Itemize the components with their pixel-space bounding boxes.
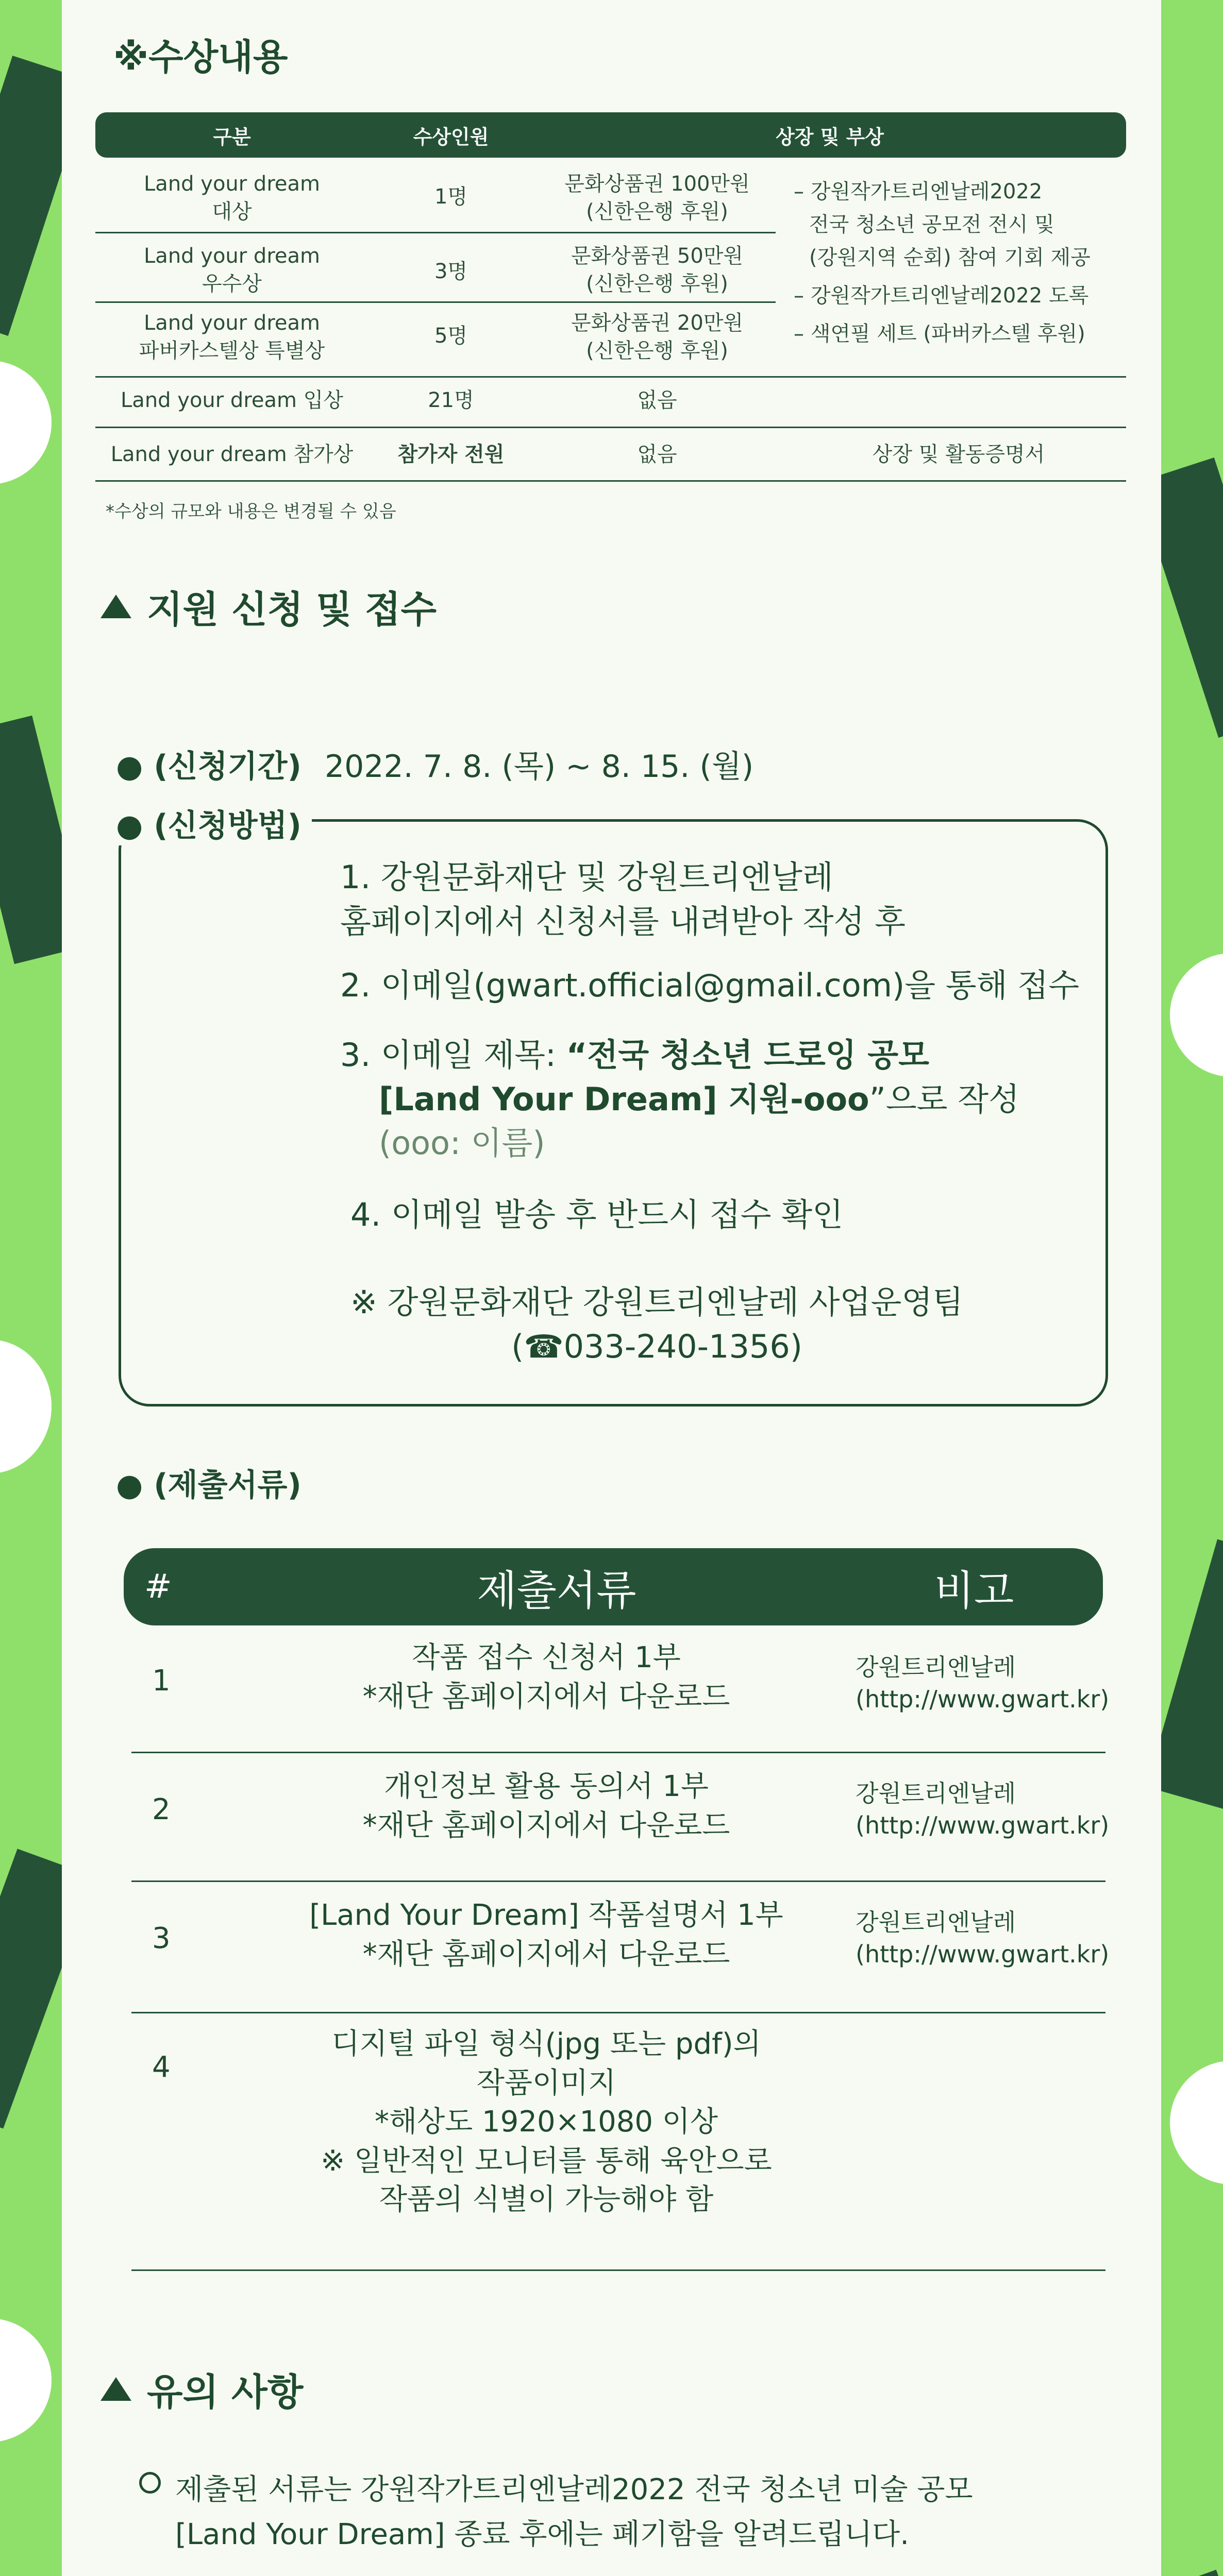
- awards-row2-prize: 문화상품권 50만원 (신한은행 후원): [571, 244, 744, 296]
- awards-table-header: [95, 112, 1126, 158]
- awards-header-count: 수상인원: [413, 125, 489, 148]
- triangle-icon: [100, 595, 131, 618]
- doc-divider: [131, 2012, 1105, 2013]
- step-2: 2. 이메일(gwart.official@gmail.com)을 통해 접수: [340, 967, 1080, 1004]
- awards-row3-count: 5명: [434, 324, 468, 348]
- documents-table-header: [124, 1548, 1103, 1625]
- documents-header-note: 비고: [934, 1566, 1014, 1615]
- doc-row2-doc: 개인정보 활용 동의서 1부 *재단 홈페이지에서 다운로드: [362, 1770, 730, 1842]
- awards-divider: [95, 376, 1126, 378]
- awards-row1-count: 1명: [434, 185, 468, 209]
- awards-divider: [95, 480, 1126, 482]
- awards-header-prize: 상장 및 부상: [776, 125, 884, 148]
- awards-row5-count: 참가자 전원: [397, 443, 505, 466]
- documents-label: ● (제출서류): [116, 1467, 301, 1503]
- documents-header-doc: 제출서류: [477, 1566, 636, 1615]
- awards-row2-count: 3명: [434, 260, 468, 283]
- doc-row2-num: 2: [152, 1793, 171, 1826]
- doc-row3-note: 강원트리엔날레 (http://www.gwart.kr): [856, 1908, 1110, 1969]
- doc-row1-num: 1: [152, 1664, 171, 1698]
- step-1: 1. 강원문화재단 및 강원트리엔날레 홈페이지에서 신청서를 내려받아 작성 후: [340, 858, 906, 940]
- doc-row1-doc: 작품 접수 신청서 1부 *재단 홈페이지에서 다운로드: [362, 1641, 730, 1714]
- awards-row5-prize: 없음: [637, 443, 677, 466]
- application-title: 지원 신청 및 접수: [100, 580, 437, 633]
- circle-bullet-icon: [139, 2472, 161, 2494]
- awards-row3-prize: 문화상품권 20만원 (신한은행 후원): [571, 311, 744, 363]
- doc-row3-doc: [Land Your Dream] 작품설명서 1부 *재단 홈페이지에서 다운로드: [309, 1899, 783, 1971]
- awards-row3-category: Land your dream 파버카스텔상 특별상: [139, 311, 325, 363]
- documents-header-num: #: [144, 1568, 172, 1606]
- awards-row4-count: 21명: [428, 388, 474, 412]
- awards-row4-category: Land your dream 입상: [121, 388, 343, 412]
- method-label: ● (신청방법): [116, 801, 312, 845]
- awards-divider: [95, 232, 776, 233]
- period-value: 2022. 7. 8. (목) ~ 8. 15. (월): [324, 749, 754, 785]
- notice-item: 제출된 서류는 강원작가트리엔날레2022 전국 청소년 미술 공모 [Land Your Dream] 종료 후에는 폐기함을 알려드립니다.: [139, 2468, 973, 2557]
- awards-row1-category: Land your dream 대상: [144, 172, 320, 224]
- awards-row1-prize: 문화상품권 100만원 (신한은행 후원): [564, 172, 750, 224]
- doc-row3-num: 3: [152, 1922, 171, 1955]
- awards-divider: [95, 427, 1126, 428]
- awards-row5-extra: 상장 및 활동증명서: [872, 443, 1045, 466]
- period-label: (신청기간): [154, 749, 301, 785]
- doc-divider: [131, 1880, 1105, 1882]
- awards-row4-prize: 없음: [637, 388, 677, 412]
- awards-divider: [95, 301, 776, 303]
- doc-divider: [131, 2269, 1105, 2271]
- step-4: 4. 이메일 발송 후 반드시 접수 확인: [350, 1196, 843, 1233]
- notes-title: 유의 사항: [100, 2362, 303, 2416]
- doc-row4-doc: 디지털 파일 형식(jpg 또는 pdf)의 작품이미지 *해상도 1920×1080 이상 ※ 일반적인 모니터를 통해 육안으로 작품의 식별이 가능해야 함: [321, 2027, 772, 2217]
- contact-info: ※ 강원문화재단 강원트리엔날레 사업운영팀 (☎033-240-1356): [350, 1283, 964, 1365]
- doc-row2-note: 강원트리엔날레 (http://www.gwart.kr): [856, 1780, 1110, 1840]
- doc-row4-num: 4: [152, 2050, 171, 2084]
- triangle-icon: [100, 2377, 131, 2401]
- doc-divider: [131, 1752, 1105, 1753]
- step-3: 3. 이메일 제목: “전국 청소년 드로잉 공모 [Land Your Dream] 지원-ooo”으로 작성 (ooo: 이름): [340, 1036, 1020, 1162]
- doc-row1-note: 강원트리엔날레 (http://www.gwart.kr): [856, 1653, 1110, 1714]
- awards-note: *수상의 규모와 내용은 변경될 수 있음: [106, 501, 396, 522]
- awards-title: ※수상내용: [113, 36, 288, 78]
- awards-extras: – 강원작가트리엔날레2022 전국 청소년 공모전 전시 및 (강원지역 순회) 참여 기회 제공 – 강원작가트리엔날레2022 도록 – 색연필 세트 (파버카스텔 후원): [794, 180, 1091, 346]
- awards-row2-category: Land your dream 우수상: [144, 244, 320, 296]
- awards-row5-category: Land your dream 참가상: [110, 443, 354, 466]
- period-row: ● (신청기간) 2022. 7. 8. (목) ~ 8. 15. (월): [116, 749, 754, 785]
- awards-header-category: 구분: [213, 125, 251, 148]
